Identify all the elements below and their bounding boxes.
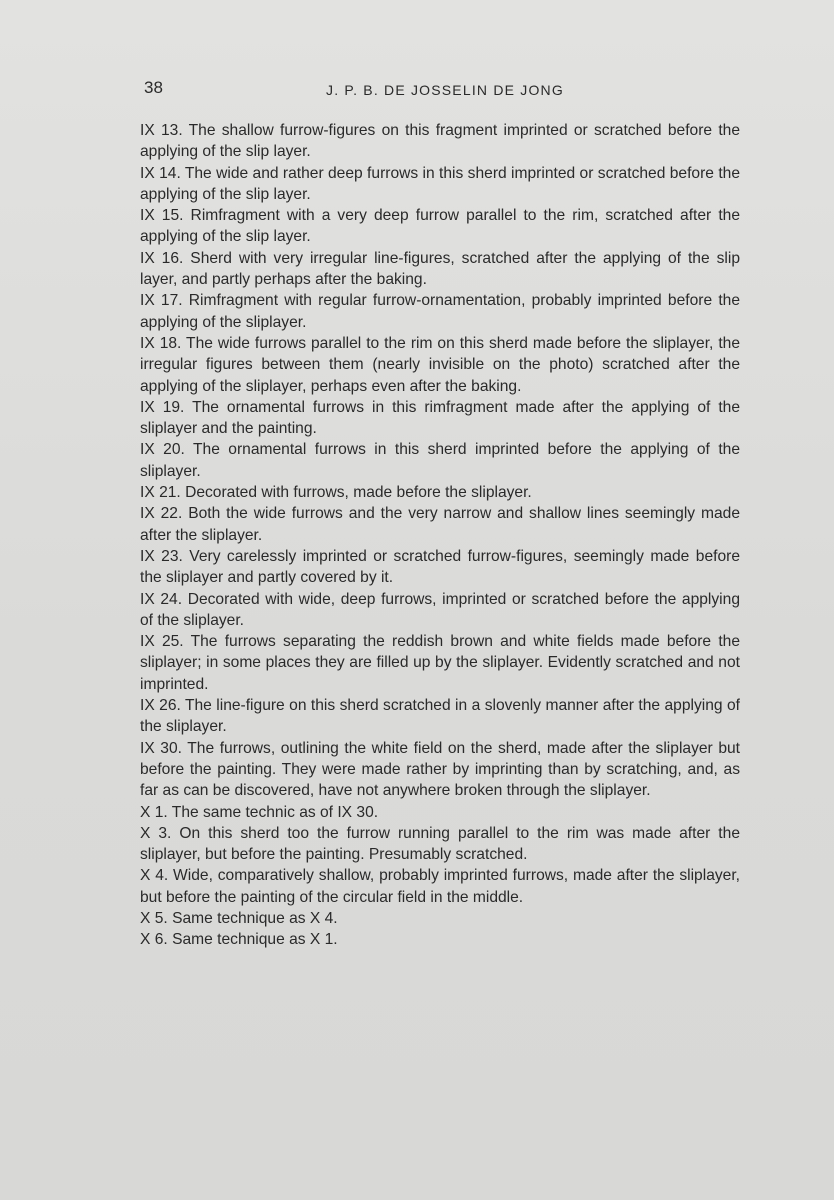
running-head: J. P. B. DE JOSSELIN DE JONG bbox=[326, 82, 564, 98]
entry-ix-25: IX 25. The furrows separating the reddish brown and white fields made before the sliplayer; in some places they are filled up by the sliplayer. Evidently scratched and not imprinted. bbox=[140, 633, 740, 693]
entry-x-4: X 4. Wide, comparatively shallow, probably imprinted furrows, made after the sliplayer, but before the painting of the circular field in the middle. bbox=[140, 867, 740, 906]
entry-ix-26: IX 26. The line-figure on this sherd scratched in a slovenly manner after the applying of the sliplayer. bbox=[140, 697, 740, 736]
entry-x-1: X 1. The same technic as of IX 30. bbox=[140, 803, 379, 821]
entry-x-6: X 6. Same technique as X 1. bbox=[140, 931, 338, 949]
entry-ix-30: IX 30. The furrows, outlining the white field on the sherd, made after the sliplayer but before the painting. They were made rather by imprinting than by scratching, and, as far as can be discovered, have not anywhere broken through the sliplayer. bbox=[140, 739, 740, 800]
entry-ix-24: IX 24. Decorated with wide, deep furrows, imprinted or scratched before the applying of the sliplayer. bbox=[140, 590, 740, 629]
entry-ix-20: IX 20. The ornamental furrows in this sherd imprinted before the applying of the sliplayer. bbox=[140, 441, 740, 480]
entry-ix-18: IX 18. The wide furrows parallel to the rim on this sherd made before the sliplayer, the irregular figures between them (nearly invisible on the photo) scratched after the applying of the sliplayer, perhaps even after the baking. bbox=[140, 334, 740, 395]
entry-ix-17: IX 17. Rimfragment with regular furrow-ornamentation, probably imprinted before the applying of the sliplayer. bbox=[140, 292, 740, 331]
entry-ix-19: IX 19. The ornamental furrows in this rimfragment made after the applying of the sliplayer and the painting. bbox=[140, 398, 740, 438]
entry-ix-14: IX 14. The wide and rather deep furrows in this sherd imprinted or scratched before the applying of the slip layer. bbox=[140, 164, 740, 203]
entry-ix-23: IX 23. Very carelessly imprinted or scratched furrow-figures, seemingly made before the sliplayer and partly covered by it. bbox=[140, 547, 740, 587]
entry-ix-15: IX 15. Rimfragment with a very deep furrow parallel to the rim, scratched after the applying of the slip layer. bbox=[140, 207, 740, 246]
entry-x-5: X 5. Same technique as X 4. bbox=[140, 909, 338, 927]
body-text bbox=[140, 120, 740, 951]
entry-x-3: X 3. On this sherd too the furrow running parallel to the rim was made after the sliplayer, but before the painting. Presumably scratched. bbox=[140, 824, 740, 864]
page-header bbox=[144, 78, 744, 102]
entry-ix-13: IX 13. The shallow furrow-figures on this fragment imprinted or scratched before the applying of the slip layer. bbox=[140, 122, 740, 161]
entry-ix-16: IX 16. Sherd with very irregular line-figures, scratched after the applying of the slip layer, and partly perhaps after the baking. bbox=[140, 249, 740, 289]
entry-ix-22: IX 22. Both the wide furrows and the very narrow and shallow lines seemingly made after the sliplayer. bbox=[140, 505, 740, 544]
entry-ix-21: IX 21. Decorated with furrows, made before the sliplayer. bbox=[140, 484, 532, 502]
page-number: 38 bbox=[144, 78, 163, 97]
